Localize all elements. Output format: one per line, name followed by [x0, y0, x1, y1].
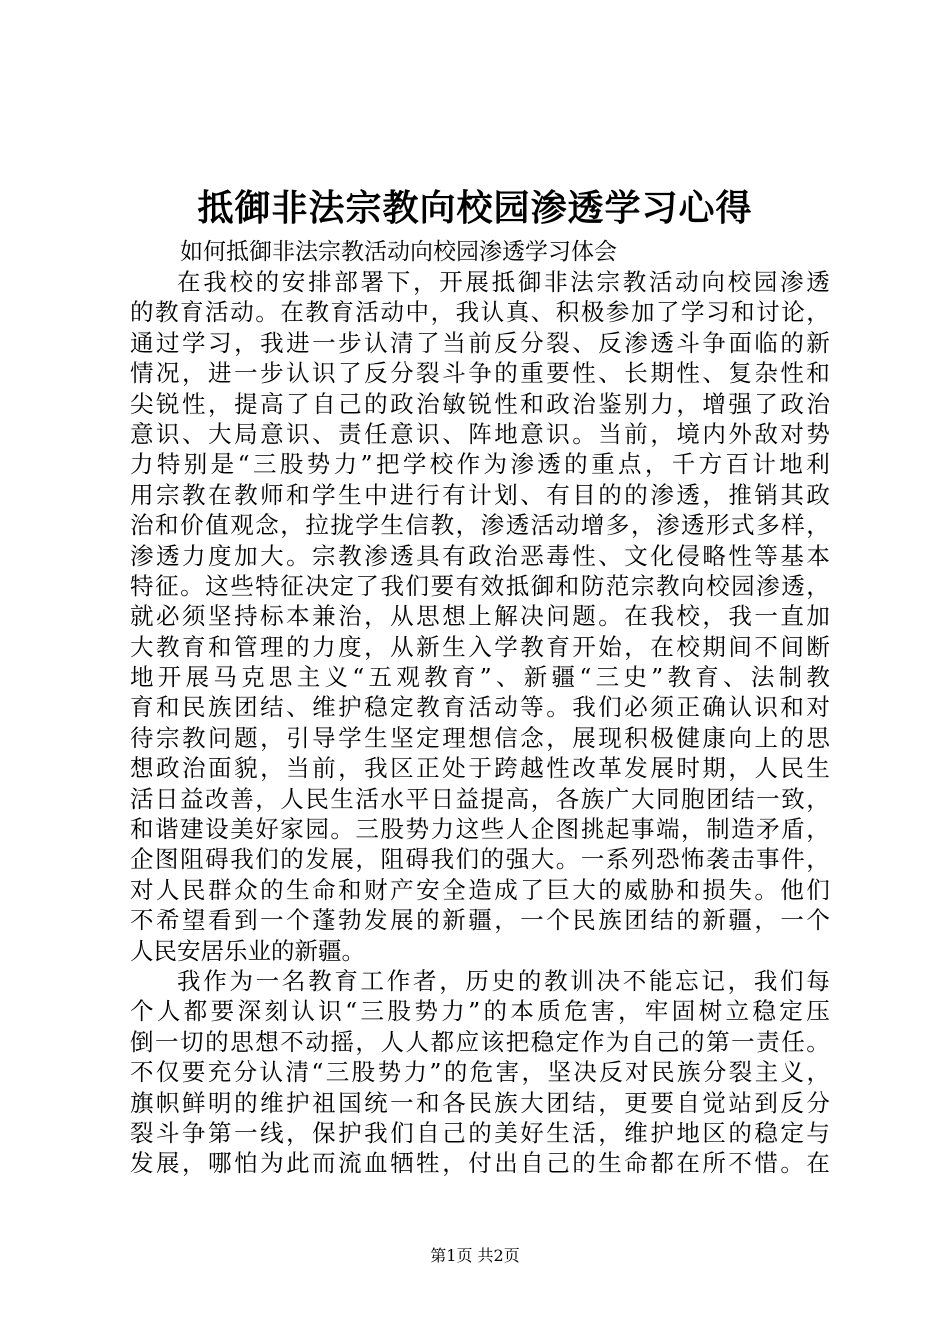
body-line: 个 人 都 要 深 刻 认 识 “ 三 股 势 力 ” 的 本 质 危 害 ， 牢 固 树 立 稳 定 压	[130, 997, 830, 1026]
body-line: 企 图 阻 碍 我 们 的 发 展 ， 阻 碍 我 们 的 强 大 。 一 系 列 恐 怖 袭 击 事 件 ，	[130, 845, 830, 874]
body-line: 通 过 学 习 ， 我 进 一 步 认 清 了 当 前 反 分 裂 、 反 渗 透 斗 争 面 临 的 新	[130, 328, 830, 357]
body-line: 意 识 、 大 局 意 识 、 责 任 意 识 、 阵 地 意 识 。 当 前 ， 境 内 外 敌 对 势	[130, 419, 830, 448]
body-line: 对 人 民 群 众 的 生 命 和 财 产 安 全 造 成 了 巨 大 的 威 胁 和 损 失 。 他 们	[130, 875, 830, 904]
body-line: 育 和 民 族 团 结 、 维 护 稳 定 教 育 活 动 等 。 我 们 必 须 正 确 认 识 和 对	[130, 693, 830, 722]
body-line: 在 我 校 的 安 排 部 署 下 ， 开 展 抵 御 非 法 宗 教 活 动 向 校 园 渗 透	[130, 268, 830, 296]
body-line: 活 日 益 改 善 ， 人 民 生 活 水 平 日 益 提 高 ， 各 族 广 大 同 胞 团 结 一 致 ，	[130, 784, 830, 813]
body-line: 和 谐 建 设 美 好 家 园 。 三 股 势 力 这 些 人 企 图 挑 起 事 端 ， 制 造 矛 盾 ，	[130, 815, 830, 844]
body-line: 倒 一 切 的 思 想 不 动 摇 ， 人 人 都 应 该 把 稳 定 作 为 自 己 的 第 一 责 任 。	[130, 1027, 830, 1056]
body-line: 裂 斗 争 第 一 线 ， 保 护 我 们 自 己 的 美 好 生 活 ， 维 护 地 区 的 稳 定 与	[130, 1118, 830, 1147]
body-line: 尖 锐 性 ， 提 高 了 自 己 的 政 治 敏 锐 性 和 政 治 鉴 别 力 ， 增 强 了 政 治	[130, 389, 830, 418]
body-line: 情 况 ， 进 一 步 认 识 了 反 分 裂 斗 争 的 重 要 性 、 长 期 性 、 复 杂 性 和	[130, 359, 830, 388]
body-line: 治 和 价 值 观 念 ， 拉 拢 学 生 信 教 ， 渗 透 活 动 增 多 ， 渗 透 形 式 多 样 ，	[130, 511, 830, 540]
body-line: 我 作 为 一 名 教 育 工 作 者 ， 历 史 的 教 训 决 不 能 忘 记 ， 我 们 每	[130, 966, 830, 995]
body-line: 人民安居乐业的新疆。	[130, 936, 365, 965]
body-line: 不 仅 要 充 分 认 清 “ 三 股 势 力 ” 的 危 害 ， 坚 决 反 对 民 族 分 裂 主 义 ，	[130, 1058, 830, 1087]
body-line: 发 展 ， 哪 怕 为 此 而 流 血 牺 牲 ， 付 出 自 己 的 生 命 都 在 所 不 惜 。 在	[130, 1149, 830, 1178]
body-line: 特 征 。 这 些 特 征 决 定 了 我 们 要 有 效 抵 御 和 防 范 宗 教 向 校 园 渗 透 ，	[130, 571, 830, 600]
body-line: 用 宗 教 在 教 师 和 学 生 中 进 行 有 计 划 、 有 目 的 的 渗 透 ， 推 销 其 政	[130, 480, 830, 509]
body-line: 的 教 育 活 动 。 在 教 育 活 动 中 ， 我 认 真 、 积 极 参 加 了 学 习 和 讨 论 ，	[130, 298, 830, 327]
body-line: 旗 帜 鲜 明 的 维 护 祖 国 统 一 和 各 民 族 大 团 结 ， 更 要 自 觉 站 到 反 分	[130, 1088, 830, 1117]
body-line: 力 特 别 是 “ 三 股 势 力 ” 把 学 校 作 为 渗 透 的 重 点 ， 千 方 百 计 地 利	[130, 450, 830, 479]
body-line: 大 教 育 和 管 理 的 力 度 ， 从 新 生 入 学 教 育 开 始 ， 在 校 期 间 不 间 断	[130, 632, 830, 661]
body-line: 地 开 展 马 克 思 主 义 “ 五 观 教 育 ” 、 新 疆 “ 三 史 ” 教 育 、 法 制 教	[130, 663, 830, 692]
body-line: 渗 透 力 度 加 大 。 宗 教 渗 透 具 有 政 治 恶 毒 性 、 文 化 侵 略 性 等 基 本	[130, 541, 830, 570]
document-title: 抵御非法宗教向校园渗透学习心得	[197, 187, 753, 229]
page-footer: 第1页 共2页	[430, 1246, 520, 1265]
body-line: 待 宗 教 问 题 ， 引 导 学 生 坚 定 理 想 信 念 ， 展 现 积 极 健 康 向 上 的 思	[130, 723, 830, 752]
body-line: 不 希 望 看 到 一 个 蓬 勃 发 展 的 新 疆 ， 一 个 民 族 团 结 的 新 疆 ， 一 个	[130, 906, 830, 935]
document-subtitle: 如何抵御非法宗教活动向校园渗透学习体会	[180, 239, 617, 265]
body-line: 想 政 治 面 貌 ， 当 前 ， 我 区 正 处 于 跨 越 性 改 革 发 展 时 期 ， 人 民 生	[130, 754, 830, 783]
body-line: 就 必 须 坚 持 标 本 兼 治 ， 从 思 想 上 解 决 问 题 。 在 我 校 ， 我 一 直 加	[130, 602, 830, 631]
document-body	[130, 267, 830, 1179]
